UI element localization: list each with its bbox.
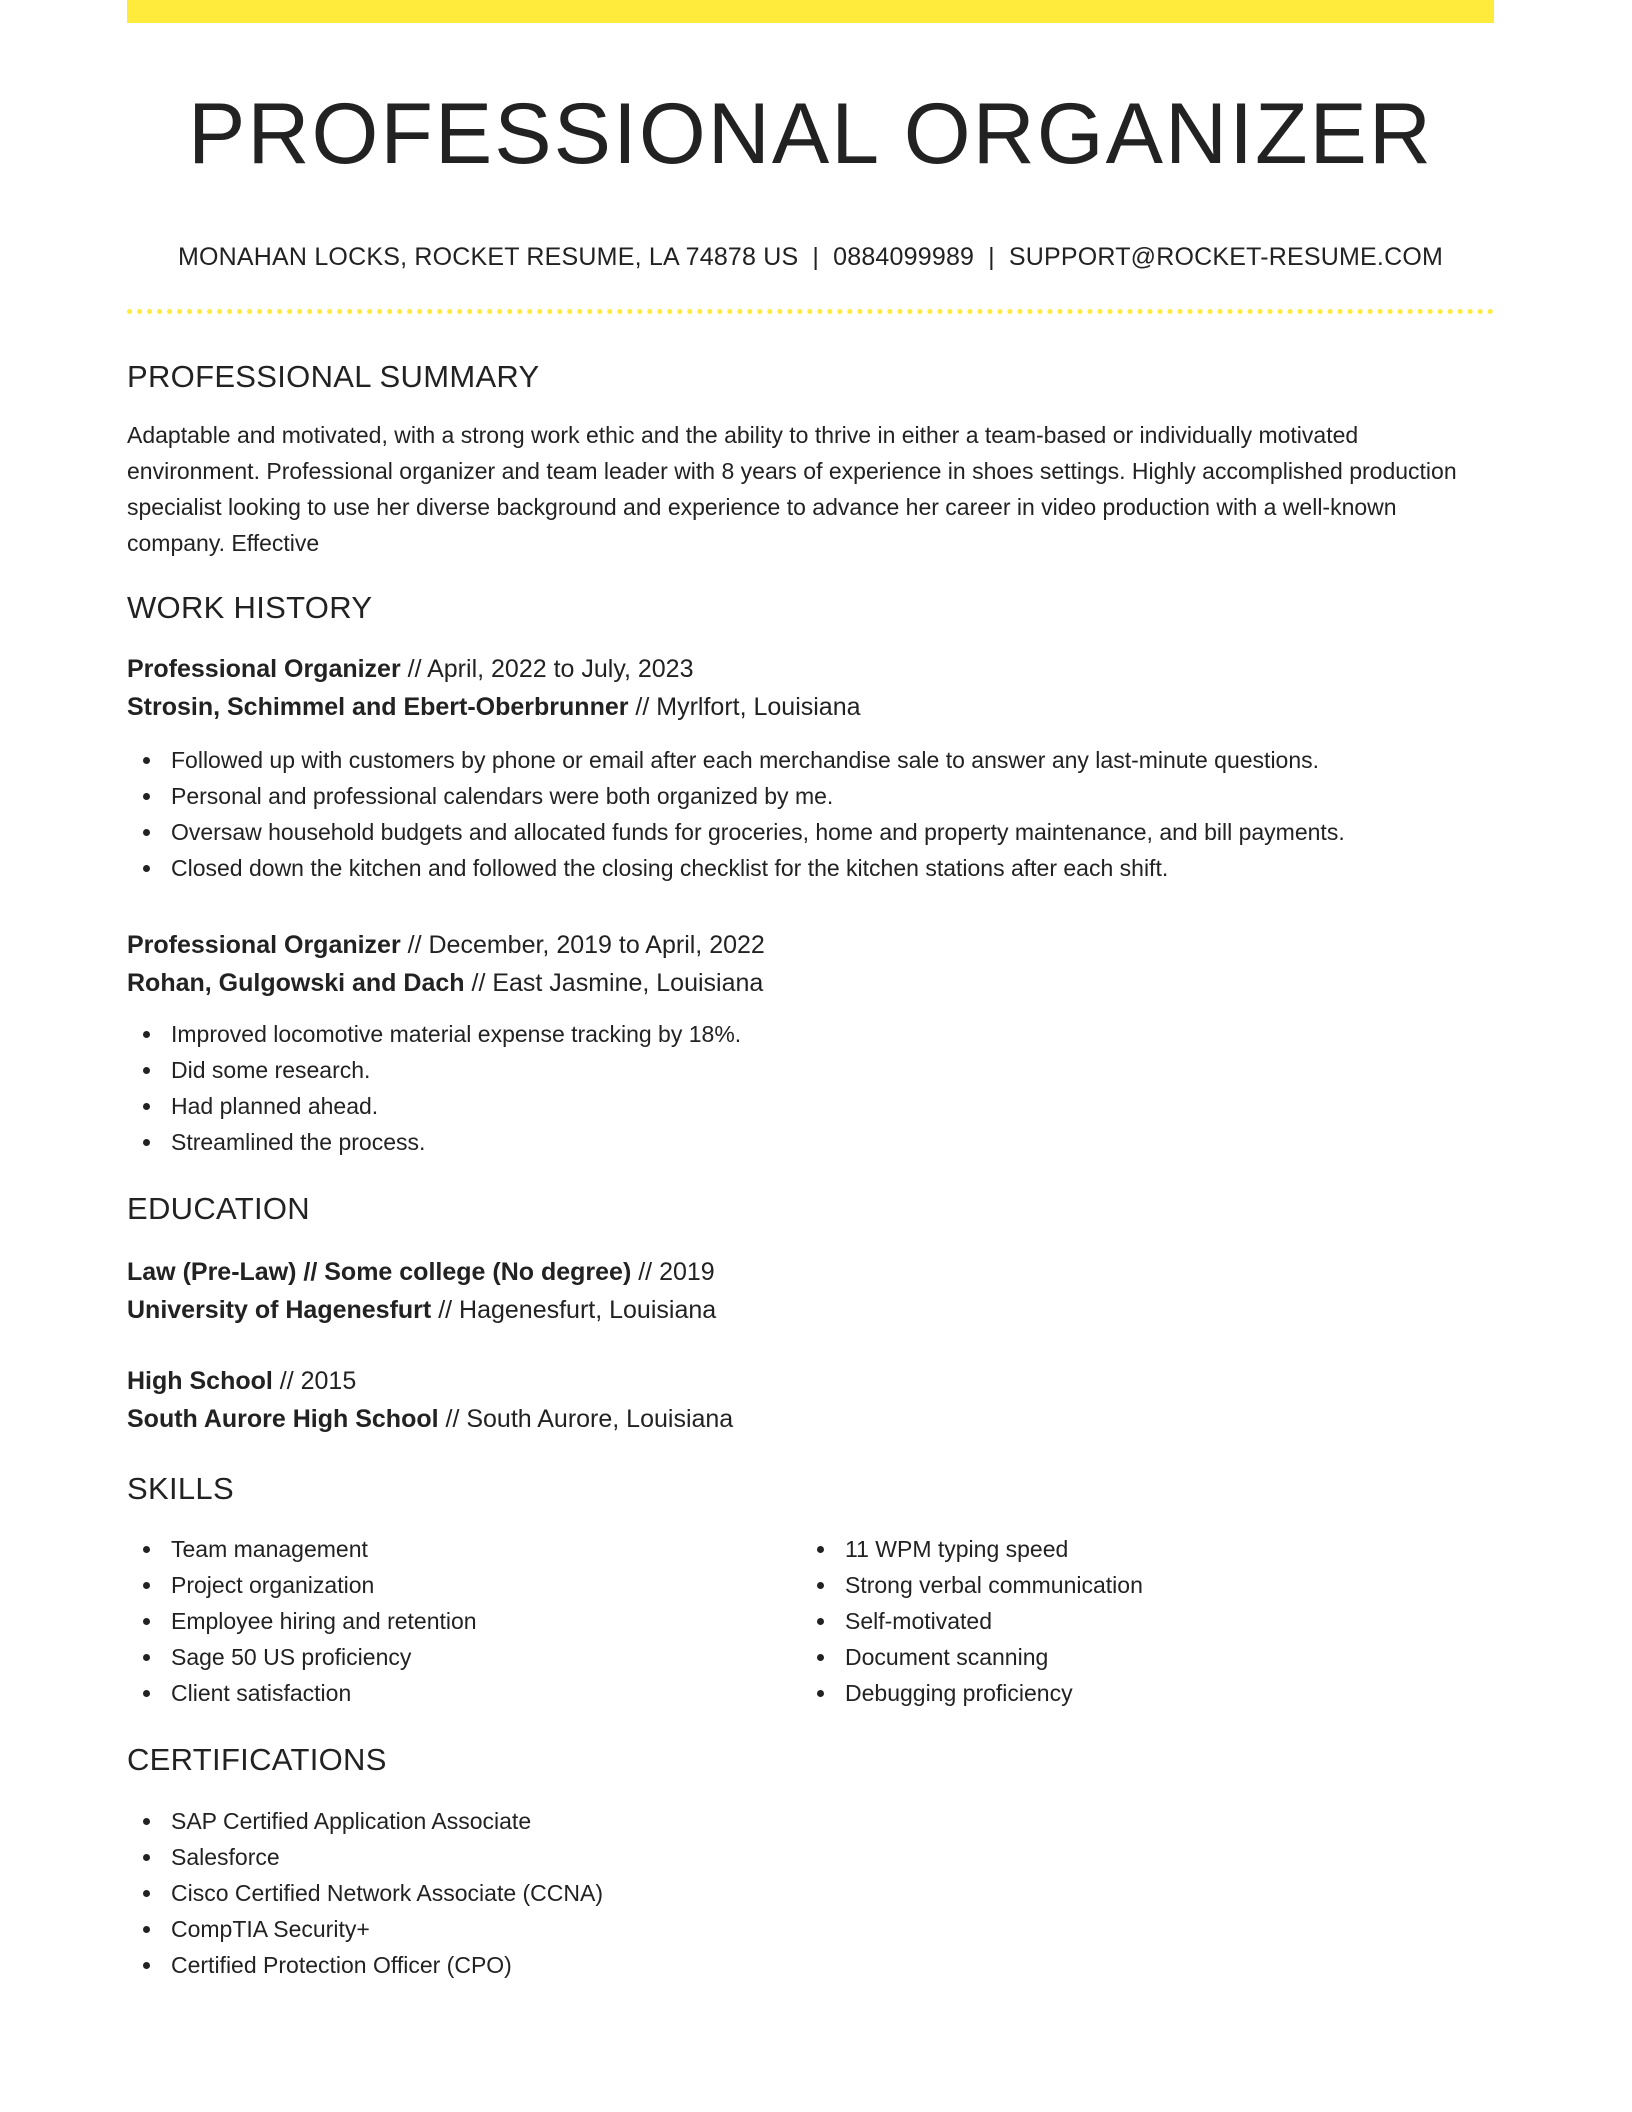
job-bullets xyxy=(127,742,1494,886)
top-accent-bar xyxy=(127,0,1494,23)
contact-address: MONAHAN LOCKS, ROCKET RESUME, LA 74878 US xyxy=(177,242,799,271)
list-item: Certified Protection Officer (CPO) xyxy=(127,1947,1494,1983)
list-item: Oversaw household budgets and allocated funds for groceries, home and property maintenance, and bill payments. xyxy=(127,814,1494,850)
job-company: Strosin, Schimmel and Ebert-Oberbrunner xyxy=(127,692,629,721)
list-item: Followed up with customers by phone or email after each merchandise sale to answer any last-minute questions. xyxy=(127,742,1494,778)
education-degree: Law (Pre-Law) // Some college (No degree) xyxy=(127,1258,632,1287)
contact-separator: | xyxy=(812,242,820,271)
list-item: Did some research. xyxy=(127,1052,1494,1088)
job-entry xyxy=(127,650,1494,726)
job-entry xyxy=(127,926,1494,1002)
education-location: // Hagenesfurt, Louisiana xyxy=(431,1296,717,1325)
list-item: Had planned ahead. xyxy=(127,1088,1494,1124)
education-heading: EDUCATION xyxy=(127,1190,310,1226)
job-bullets xyxy=(127,1016,1494,1160)
job-company: Rohan, Gulgowski and Dach xyxy=(127,968,465,997)
contact-line xyxy=(127,242,1494,272)
job-location: // East Jasmine, Louisiana xyxy=(464,968,764,997)
education-school: University of Hagenesfurt xyxy=(127,1296,432,1325)
list-item: Closed down the kitchen and followed the closing checklist for the kitchen stations after each shift. xyxy=(127,850,1494,886)
list-item: Self-motivated xyxy=(801,1603,1475,1639)
certifications-heading: CERTIFICATIONS xyxy=(127,1742,387,1778)
education-school-line xyxy=(127,1291,1494,1329)
summary-text: Adaptable and motivated, with a strong work ethic and the ability to thrive in either a team-based or individually motivated environment. Professional organizer and team leader with 8 years of experience in shoes settings. Highly accomplished production specialist looking to use her diverse background and experience to advance her career in video production with a well-known company. Effective xyxy=(127,421,1457,556)
summary-heading: PROFESSIONAL SUMMARY xyxy=(127,358,540,394)
list-item: Improved locomotive material expense tracking by 18%. xyxy=(127,1016,1494,1052)
list-item: CompTIA Security+ xyxy=(127,1911,1494,1947)
education-location: // South Aurore, Louisiana xyxy=(438,1405,734,1434)
list-item: 11 WPM typing speed xyxy=(801,1531,1475,1567)
list-item: SAP Certified Application Associate xyxy=(127,1803,1494,1839)
job-dates: // April, 2022 to July, 2023 xyxy=(400,654,694,683)
list-item: Sage 50 US proficiency xyxy=(127,1639,801,1675)
education-year: // 2019 xyxy=(631,1258,715,1287)
job-title: Professional Organizer xyxy=(127,930,401,959)
resume-page xyxy=(127,0,1494,1983)
resume-title: PROFESSIONAL ORGANIZER xyxy=(187,86,1434,182)
job-title-line xyxy=(127,650,1494,688)
dotted-divider xyxy=(127,309,1494,314)
job-company-line xyxy=(127,964,1494,1002)
job-dates: // December, 2019 to April, 2022 xyxy=(400,930,765,959)
education-year: // 2015 xyxy=(272,1367,357,1396)
job-title: Professional Organizer xyxy=(127,654,401,683)
job-company-line xyxy=(127,688,1494,726)
skills-heading: SKILLS xyxy=(127,1471,234,1507)
education-school-line xyxy=(127,1400,1494,1438)
list-item: Document scanning xyxy=(801,1639,1475,1675)
list-item: Team management xyxy=(127,1531,801,1567)
education-degree-line xyxy=(127,1362,1494,1400)
job-title-line xyxy=(127,926,1494,964)
contact-email: SUPPORT@ROCKET-RESUME.COM xyxy=(1008,242,1444,271)
certifications-list xyxy=(127,1803,1494,1983)
list-item: Cisco Certified Network Associate (CCNA) xyxy=(127,1875,1494,1911)
job-location: // Myrlfort, Louisiana xyxy=(628,692,861,721)
contact-separator: | xyxy=(988,242,995,271)
skills-list-right xyxy=(801,1531,1475,1711)
work-history-heading: WORK HISTORY xyxy=(127,589,373,625)
skills-list-left xyxy=(127,1531,801,1711)
education-degree: High School xyxy=(127,1367,273,1396)
list-item: Client satisfaction xyxy=(127,1675,801,1711)
contact-phone: 0884099989 xyxy=(833,242,975,271)
list-item: Streamlined the process. xyxy=(127,1124,1494,1160)
list-item: Salesforce xyxy=(127,1839,1494,1875)
education-degree-line xyxy=(127,1253,1494,1291)
list-item: Strong verbal communication xyxy=(801,1567,1475,1603)
list-item: Project organization xyxy=(127,1567,801,1603)
list-item: Employee hiring and retention xyxy=(127,1603,801,1639)
list-item: Personal and professional calendars were both organized by me. xyxy=(127,778,1494,814)
education-entry xyxy=(127,1362,1494,1438)
list-item: Debugging proficiency xyxy=(801,1675,1475,1711)
education-school: South Aurore High School xyxy=(127,1405,439,1434)
education-entry xyxy=(127,1253,1494,1329)
skills-columns xyxy=(127,1531,1494,1711)
